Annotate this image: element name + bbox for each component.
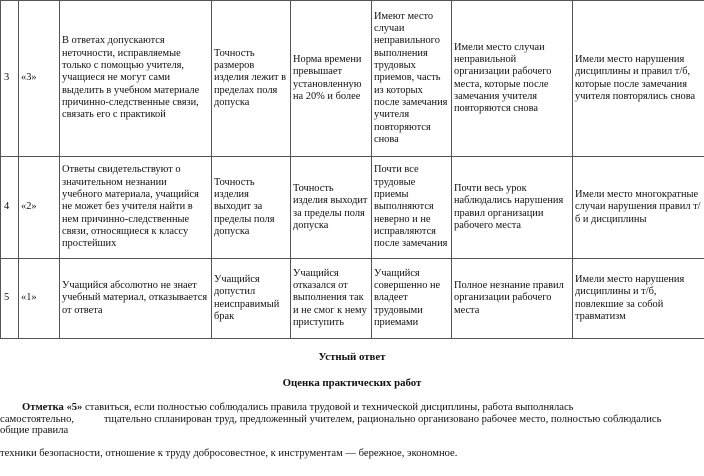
oral-answer-cell: Ответы свидетельствуют о значительном незнании учебного материала, учащийся не может без учителя найти в нем причинно-следственные связи, относящиеся к классу простейших [60, 157, 212, 259]
paragraph-line [0, 402, 704, 414]
accuracy-cell: Точность изделия выходит за пределы поля допуска [212, 157, 291, 259]
time-norm-cell: Учащийся отказался от выполнения так и не смог к нему приступить [291, 259, 372, 339]
time-norm-cell: Норма времени превышает установленную на 20% и более [291, 1, 372, 157]
table-row [1, 157, 704, 259]
table-row [1, 259, 704, 339]
workplace-cell: Полное незнание правил организации рабочего места [452, 259, 573, 339]
grade-cell: «1» [19, 259, 60, 339]
paragraph-text: ставиться, если полностью соблюдались правила трудовой и технической дисциплины, работа выполнялась [82, 402, 574, 413]
accuracy-cell: Учащийся допустил неисправимый брак [212, 259, 291, 339]
paragraph-line: техники безопасности, отношение к труду добросовестное, к инструментам — бережное, экономное. [0, 447, 458, 459]
row-number: 3 [1, 1, 19, 157]
grade-paragraph [0, 402, 704, 459]
grade-label: Отметка «5» [22, 402, 83, 413]
work-methods-cell: Почти все трудовые приемы выполняются неверно и не исправляются после замечания [372, 157, 452, 259]
time-norm-cell: Точность изделия выходит за пределы поля допуска [291, 157, 372, 259]
workplace-cell: Почти весь урок наблюдались нарушения правил организации рабочего места [452, 157, 573, 259]
workplace-cell: Имели место случаи неправильной организации рабочего места, которые после замечания учителя повторяются снова [452, 1, 573, 157]
oral-answer-cell: Учащийся абсолютно не знает учебный материал, отказывается от ответа [60, 259, 212, 339]
work-methods-cell: Имеют место случаи неправильного выполнения трудовых приемов, часть из которых после замечания учителя повторяются снова [372, 1, 452, 157]
section-heading-practical: Оценка практических работ [282, 377, 422, 389]
oral-answer-cell: В ответах допускаются неточности, исправляемые только с помощью учителя, учащиеся не могут сами выделить в учебном материале причинно-следственные связи, связать его с практикой [60, 1, 212, 157]
discipline-cell: Имели место многократные случаи нарушения правил т/б и дисциплины [573, 157, 704, 259]
paragraph-text: самостоятельно, [0, 413, 75, 425]
accuracy-cell: Точность размеров изделия лежит в пределах поля допуска [212, 1, 291, 157]
section-heading-oral: Устный ответ [318, 351, 386, 363]
discipline-cell: Имели место нарушения дисциплины и т/б, повлекшие за собой травматизм [573, 259, 704, 339]
discipline-cell: Имели место нарушения дисциплины и правил т/б, которые после замечания учителя повторялись снова [573, 1, 704, 157]
row-number: 5 [1, 259, 19, 339]
paragraph-text: тщательно спланирован труд, предложенный учителем, рационально организовано рабочее место, полностью соблюдались [104, 413, 662, 425]
paragraph-line [0, 414, 704, 426]
paragraph-line: общие правила [0, 425, 69, 437]
row-number: 4 [1, 157, 19, 259]
grade-cell: «3» [19, 1, 60, 157]
grade-cell: «2» [19, 157, 60, 259]
work-methods-cell: Учащийся совершенно не владеет трудовыми приемами [372, 259, 452, 339]
table-row [1, 1, 704, 157]
